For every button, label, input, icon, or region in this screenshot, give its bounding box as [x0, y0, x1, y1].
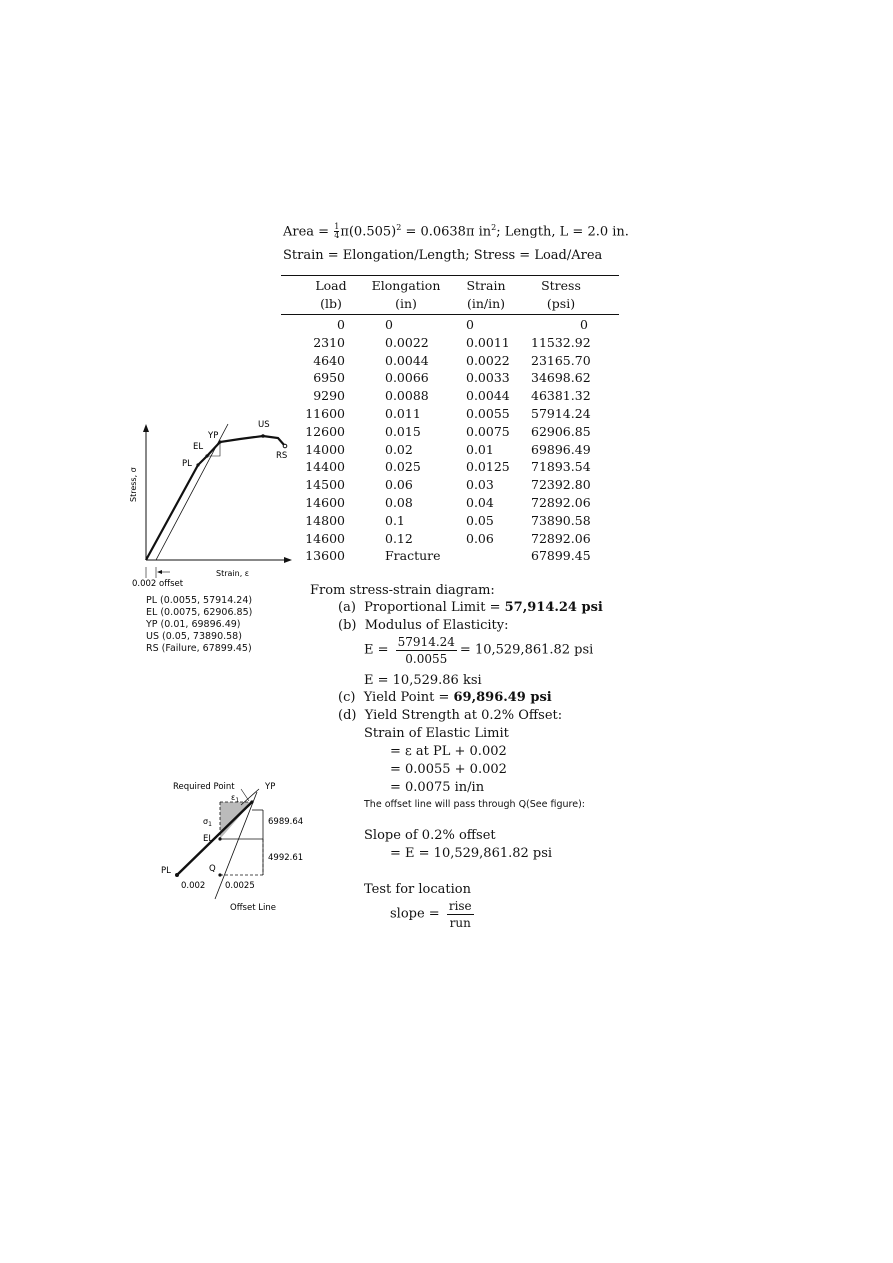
table-cell: 0.04	[466, 495, 494, 510]
area-sup: 2	[396, 223, 402, 232]
table-cell: 0.05	[466, 512, 494, 528]
pl-label: PL	[161, 866, 171, 876]
area-line	[283, 216, 629, 244]
legend-rs: RS (Failure, 67899.45)	[146, 643, 252, 654]
frac-den: 4	[334, 231, 340, 241]
table-cell: 23165.70	[531, 352, 591, 368]
offset-line	[156, 424, 228, 560]
diagram-legend	[146, 595, 252, 655]
table-cell: 72892.06	[531, 495, 591, 510]
item-b	[338, 617, 509, 634]
sigma-sub: 1	[208, 821, 212, 828]
col-header-strain	[461, 277, 511, 313]
area-mid: = 0.0638π in	[401, 224, 492, 240]
table-cell: 0.0075	[466, 423, 510, 439]
item-d-text: Yield Strength at 0.2% Offset:	[364, 708, 563, 723]
pl-label: PL	[182, 459, 192, 469]
table-cell: 0	[385, 317, 393, 332]
pl-point	[175, 873, 179, 877]
table-cell: 0.01	[466, 441, 494, 457]
item-a-label: (a)	[338, 600, 356, 615]
col-header-elongation	[365, 277, 447, 313]
table-cell: 62906.85	[531, 423, 591, 439]
col-header-top: Elongation	[371, 278, 441, 293]
strain-stress-line: Strain = Elongation/Length; Stress = Load/Area	[283, 248, 603, 264]
item-c	[338, 689, 552, 706]
required-point-pointer	[241, 789, 249, 801]
col-header-stress	[531, 277, 591, 313]
e-denominator: 0.0055	[405, 652, 448, 666]
col-header-unit: (psi)	[546, 296, 576, 311]
item-c-label: (c)	[338, 690, 356, 705]
slope-lhs: slope =	[390, 906, 444, 922]
e-lhs: E =	[364, 642, 393, 658]
q-point	[218, 873, 221, 876]
el-point	[205, 454, 208, 457]
table-cell: 14400	[305, 459, 345, 475]
table-top-rule	[281, 275, 619, 276]
table-cell: 0.015	[385, 423, 421, 439]
item-a-text: Proportional Limit =	[364, 600, 505, 615]
x-axis-arrow	[284, 557, 292, 563]
us-label: US	[258, 420, 270, 430]
legend-el: EL (0.0075, 62906.85)	[146, 607, 253, 618]
eps-symbol: ε	[231, 793, 236, 802]
table-cell: 11600	[305, 406, 345, 421]
table-cell: 0.0011	[466, 334, 510, 350]
col-header-unit: (in)	[395, 296, 417, 311]
sigma-symbol: σ	[203, 817, 209, 826]
table-cell: 0	[580, 317, 588, 332]
yield-point-value: 69,896.49 psi	[453, 690, 552, 705]
table-cell: 0.025	[385, 459, 421, 475]
area-sup2: 2	[491, 223, 497, 232]
slope-run: run	[449, 916, 471, 930]
table-cell: Fracture	[385, 548, 441, 564]
item-b-text: Modulus of Elasticity:	[364, 618, 509, 633]
slope-value: = E = 10,529,861.82 psi	[390, 846, 553, 861]
table-cell: 0	[466, 317, 474, 332]
value-4992: 4992.61	[268, 853, 304, 863]
slope-rise: rise	[448, 899, 472, 913]
table-cell: 71893.54	[531, 459, 591, 475]
slope-fraction	[447, 898, 474, 931]
el-label: EL	[203, 834, 214, 844]
e-rhs: = 10,529,861.82 psi	[459, 642, 594, 658]
table-cell: 0.0055	[466, 406, 510, 421]
sigma1-label	[203, 817, 212, 828]
table-cell: 0.0044	[385, 352, 429, 368]
legend-yp: YP (0.01, 69896.49)	[146, 619, 241, 630]
offset-arrow-head	[157, 570, 162, 574]
offset-label: 0.002 offset	[132, 579, 184, 589]
table-cell: 14800	[305, 512, 345, 528]
table-cell: 9290	[313, 388, 345, 404]
table-cell: 0.0125	[466, 459, 510, 475]
proportional-limit-value: 57,914.24 psi	[504, 600, 603, 615]
table-cell: 0.0044	[466, 388, 510, 404]
table-header-rule	[281, 314, 619, 315]
table-cell: 0.06	[466, 530, 494, 546]
table-cell: 0.0022	[385, 334, 429, 350]
table-cell: 2310	[313, 334, 345, 350]
required-point-label: Required Point	[173, 782, 235, 792]
slope-equation	[390, 898, 477, 931]
stress-strain-curve	[146, 436, 288, 560]
yp-label: YP	[208, 431, 219, 441]
length-text: ; Length, L = 2.0 in.	[496, 224, 629, 240]
table-cell: 69896.49	[531, 441, 591, 457]
x-axis-label: Strain, ε	[216, 569, 250, 578]
col-header-load	[301, 277, 361, 313]
table-cell: 13600	[305, 548, 345, 564]
elastic-limit-title: Strain of Elastic Limit	[364, 726, 509, 741]
table-cell: 0.08	[385, 495, 413, 510]
legend-pl: PL (0.0055, 57914.24)	[146, 595, 253, 606]
offset-note: The offset line will pass through Q(See figure):	[364, 799, 585, 810]
modulus-ksi: E = 10,529.86 ksi	[364, 673, 482, 688]
col-header-top: Stress	[541, 278, 581, 293]
table-cell: 11532.92	[531, 334, 591, 350]
table-cell: 0.0022	[466, 352, 510, 368]
us-point	[261, 434, 265, 438]
table-cell: 0.02	[385, 441, 413, 457]
table-cell: 34698.62	[531, 370, 591, 386]
rs-label: RS	[276, 451, 288, 461]
yp-label: YP	[265, 782, 276, 792]
table-cell: 0.1	[385, 512, 405, 528]
header-formulas	[283, 216, 629, 268]
item-d-label: (d)	[338, 708, 357, 723]
table-cell: 0.12	[385, 530, 413, 546]
table-cell: 14000	[305, 441, 345, 457]
e-numerator: 57914.24	[397, 635, 455, 649]
test-location: Test for location	[364, 882, 471, 897]
yp-point	[218, 440, 221, 443]
stress-strain-diagram	[120, 410, 300, 590]
table-cell: 14600	[305, 495, 345, 510]
col-header-top: Load	[315, 278, 347, 293]
table-cell: 0.0066	[385, 370, 429, 386]
area-prefix: Area =	[283, 224, 334, 240]
table-cell: 12600	[305, 423, 345, 439]
item-a	[338, 599, 603, 616]
rs-point	[283, 444, 287, 448]
area-expr: π(0.505)	[340, 224, 397, 240]
q-label: Q	[209, 864, 216, 874]
table-cell: 0.0088	[385, 388, 429, 404]
item-b-label: (b)	[338, 618, 357, 633]
offset-detail-diagram	[155, 775, 315, 915]
slope-title: Slope of 0.2% offset	[364, 828, 496, 843]
table-cell: 14600	[305, 530, 345, 546]
y-axis-arrow	[143, 424, 149, 432]
table-cell: 73890.58	[531, 512, 591, 528]
pl-point	[196, 463, 199, 466]
elastic-limit-step2: = 0.0055 + 0.002	[390, 762, 507, 777]
table-cell: 0.0033	[466, 370, 510, 386]
offset-00025: 0.0025	[225, 881, 255, 891]
el-label: EL	[193, 442, 204, 452]
table-cell: 57914.24	[531, 406, 591, 421]
y-axis-label: Stress, σ	[129, 467, 138, 502]
el-point	[218, 837, 221, 840]
table-cell: 67899.45	[531, 548, 591, 564]
table-cell: 0.06	[385, 477, 413, 493]
yp-point	[250, 800, 253, 803]
e-fraction	[396, 634, 457, 667]
col-header-unit: (lb)	[320, 296, 342, 311]
item-d	[338, 707, 562, 724]
elastic-limit-step1: = ε at PL + 0.002	[390, 744, 507, 759]
col-header-unit: (in/in)	[466, 296, 506, 311]
table-cell: 0	[337, 317, 345, 332]
table-cell: 4640	[313, 352, 345, 368]
table-cell: 0.03	[466, 477, 494, 493]
legend-us: US (0.05, 73890.58)	[146, 631, 242, 642]
table-cell: 0.011	[385, 406, 421, 421]
table-cell: 14500	[305, 477, 345, 493]
offset-0002: 0.002	[181, 881, 206, 891]
table-cell: 6950	[313, 370, 345, 386]
table-cell: 72392.80	[531, 477, 591, 493]
frac-num: 1	[334, 222, 340, 232]
offset-line-label: Offset Line	[230, 903, 276, 913]
col-header-top: Strain	[466, 278, 506, 293]
table-cell: 46381.32	[531, 388, 591, 404]
value-6989: 6989.64	[268, 817, 304, 827]
elastic-limit-result: = 0.0075 in/in	[390, 780, 485, 795]
eps-sub: 1	[235, 797, 240, 804]
calc-intro: From stress-strain diagram:	[310, 583, 495, 598]
quarter-fraction	[334, 223, 339, 240]
item-c-text: Yield Point =	[363, 690, 454, 705]
modulus-equation	[364, 634, 593, 667]
table-cell: 72892.06	[531, 530, 591, 546]
